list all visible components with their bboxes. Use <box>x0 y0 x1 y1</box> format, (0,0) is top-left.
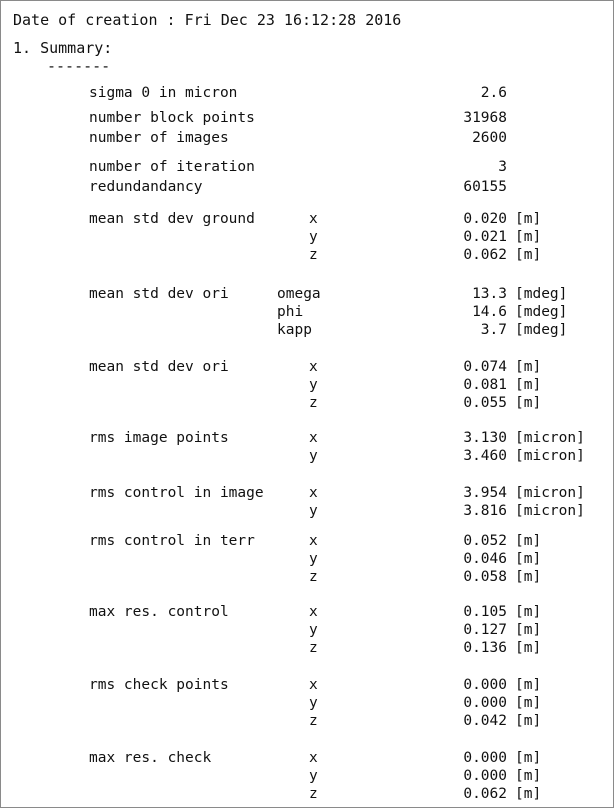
value: 3.954 <box>463 485 507 501</box>
unit: [mdeg] <box>515 322 568 338</box>
unit: [m] <box>515 533 542 549</box>
value: 0.062 <box>463 247 507 263</box>
value: 3.130 <box>463 430 507 446</box>
value: 0.020 <box>463 211 507 227</box>
unit: [m] <box>515 229 542 245</box>
value: 0.074 <box>463 359 507 375</box>
label-images: number of images <box>89 130 229 146</box>
value: 0.042 <box>463 713 507 729</box>
axis-label: z <box>309 713 318 729</box>
section-rule: ------- <box>47 57 111 75</box>
value: 0.136 <box>463 640 507 656</box>
unit: [m] <box>515 677 542 693</box>
value-sigma0: 2.6 <box>480 85 507 101</box>
label-block-points: number block points <box>89 110 255 126</box>
value-iteration: 3 <box>498 159 507 175</box>
axis-label: y <box>309 551 318 567</box>
unit: [micron] <box>515 430 585 446</box>
value: 0.058 <box>463 569 507 585</box>
unit: [mdeg] <box>515 286 568 302</box>
value: 14.6 <box>472 304 507 320</box>
unit: [micron] <box>515 503 585 519</box>
axis-label: x <box>309 677 318 693</box>
unit: [m] <box>515 713 542 729</box>
label-mean-std-dev-ground: mean std dev ground <box>89 211 255 227</box>
section-title: 1. Summary: <box>13 39 113 57</box>
value: 0.081 <box>463 377 507 393</box>
unit: [mdeg] <box>515 304 568 320</box>
value: 0.000 <box>463 677 507 693</box>
value: 0.021 <box>463 229 507 245</box>
label-rms-check-points: rms check points <box>89 677 229 693</box>
axis-label: z <box>309 247 318 263</box>
axis-label: y <box>309 768 318 784</box>
axis-label: y <box>309 448 318 464</box>
unit: [m] <box>515 622 542 638</box>
axis-label: z <box>309 569 318 585</box>
unit: [m] <box>515 640 542 656</box>
value-redundancy: 60155 <box>463 179 507 195</box>
value-images: 2600 <box>472 130 507 146</box>
label-iteration: number of iteration <box>89 159 255 175</box>
axis-label: y <box>309 695 318 711</box>
axis-label: phi <box>277 304 304 320</box>
value: 0.000 <box>463 695 507 711</box>
unit: [m] <box>515 551 542 567</box>
unit: [m] <box>515 750 542 766</box>
label-redundancy: redundandancy <box>89 179 203 195</box>
value: 3.7 <box>480 322 507 338</box>
axis-label: x <box>309 485 318 501</box>
value: 0.052 <box>463 533 507 549</box>
creation-date-line: Date of creation : Fri Dec 23 16:12:28 2016 <box>13 11 402 29</box>
axis-label: x <box>309 211 318 227</box>
value: 0.000 <box>463 768 507 784</box>
value: 0.127 <box>463 622 507 638</box>
label-rms-control-in-terr: rms control in terr <box>89 533 255 549</box>
label-mean-std-dev-ori-xyz: mean std dev ori <box>89 359 229 375</box>
value-block-points: 31968 <box>463 110 507 126</box>
unit: [m] <box>515 395 542 411</box>
value: 13.3 <box>472 286 507 302</box>
value: 0.055 <box>463 395 507 411</box>
label-sigma0: sigma 0 in micron <box>89 85 238 101</box>
axis-label: x <box>309 359 318 375</box>
axis-label: omega <box>277 286 321 302</box>
axis-label: y <box>309 503 318 519</box>
axis-label: x <box>309 430 318 446</box>
label-max-res-check: max res. check <box>89 750 212 766</box>
axis-label: z <box>309 640 318 656</box>
unit: [m] <box>515 768 542 784</box>
axis-label: kapp <box>277 322 312 338</box>
axis-label: z <box>309 395 318 411</box>
axis-label: x <box>309 604 318 620</box>
value: 0.046 <box>463 551 507 567</box>
value: 0.000 <box>463 750 507 766</box>
axis-label: y <box>309 377 318 393</box>
unit: [m] <box>515 377 542 393</box>
unit: [m] <box>515 211 542 227</box>
axis-label: x <box>309 750 318 766</box>
unit: [m] <box>515 359 542 375</box>
axis-label: z <box>309 786 318 802</box>
unit: [m] <box>515 247 542 263</box>
unit: [m] <box>515 569 542 585</box>
unit: [micron] <box>515 485 585 501</box>
value: 0.105 <box>463 604 507 620</box>
label-rms-image-points: rms image points <box>89 430 229 446</box>
value: 3.460 <box>463 448 507 464</box>
unit: [m] <box>515 604 542 620</box>
unit: [m] <box>515 786 542 802</box>
value: 3.816 <box>463 503 507 519</box>
unit: [micron] <box>515 448 585 464</box>
axis-label: y <box>309 622 318 638</box>
unit: [m] <box>515 695 542 711</box>
axis-label: y <box>309 229 318 245</box>
label-rms-control-in-image: rms control in image <box>89 485 264 501</box>
axis-label: x <box>309 533 318 549</box>
label-max-res-control: max res. control <box>89 604 229 620</box>
value: 0.062 <box>463 786 507 802</box>
label-mean-std-dev-ori-angles: mean std dev ori <box>89 286 229 302</box>
